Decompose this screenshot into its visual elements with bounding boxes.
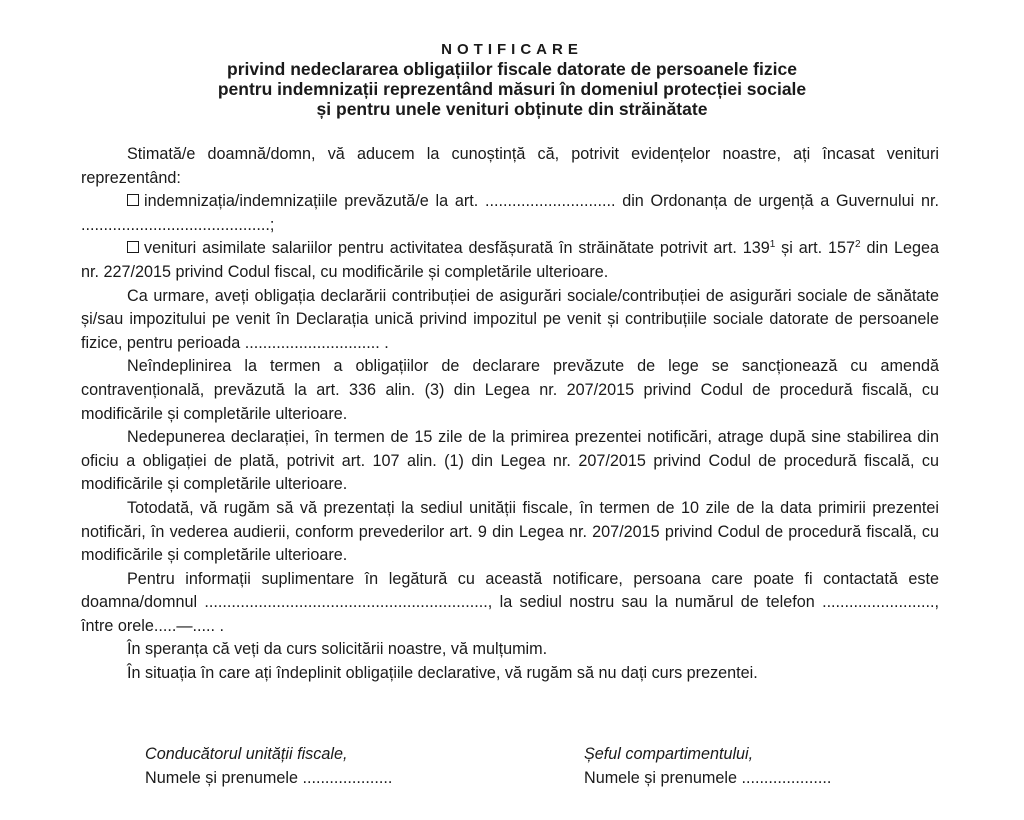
paragraph-contact: Pentru informații suplimentare în legătură cu această notificare, persoana care poate fi contactată este doamna/domnul ..............................................................., la sediul nostru sau la numărul de telefon ........................., între orele.....—..... . [81, 569, 939, 635]
subtitle-line-3: și pentru unele venituri obținute din străinătate [316, 99, 708, 119]
checkbox-foreign-income[interactable] [127, 241, 139, 253]
signature-role-left: Conducătorul unității fiscale, [145, 745, 348, 763]
signature-head-of-unit [145, 742, 392, 790]
signature-name-left: Numele și prenumele .................... [145, 769, 393, 787]
paragraph-non-filing: Nedepunerea declarației, în termen de 15 zile de la primirea prezentei notificări, atrage după sine stabilirea din oficiu a obligației de plată, potrivit art. 107 alin. (1) din Legea nr. 207/2015 privind Codul de procedură fiscală, cu modificările și completările ulterioare. [81, 428, 939, 494]
subtitle-line-1: privind nedeclararea obligațiilor fiscale datorate de persoanele fizice [227, 59, 797, 79]
intro-paragraph: Stimată/e doamnă/domn, vă aducem la cunoștință că, potrivit evidențelor noastre, ați încasat venituri reprezentând: [81, 145, 939, 187]
document-header [0, 40, 1024, 119]
superscript-1: 1 [769, 239, 776, 251]
signature-department-head [584, 742, 831, 790]
paragraph-sanction: Neîndeplinirea la termen a obligațiilor de declarare prevăzute de lege se sancționează cu amendă contravențională, prevăzută la art. 336 alin. (3) din Legea nr. 207/2015 privind Codul de procedură fiscală, cu modificările și completările ulterioare. [81, 357, 939, 423]
option-foreign-income [81, 237, 939, 284]
option-indemnity-text: indemnizația/indemnizațiile prevăzută/e la art. ............................. din Ordonanța de urgență a Guvernului nr. ..........................................; [81, 192, 939, 234]
option-indemnity [81, 190, 939, 237]
paragraph-obligation: Ca urmare, aveți obligația declarării contribuției de asigurări sociale/contribuției de asigurări sociale de sănătate și/sau impozitului pe venit în Declarația unică privind impozitul pe venit și contribuțiile sociale datorate de persoanele fizice, pentru perioada .............................. . [81, 286, 939, 352]
paragraph-hearing: Totodată, vă rugăm să vă prezentați la sediul unității fiscale, în termen de 10 zile de la data primirii prezentei notificări, în vederea audierii, conform prevederilor art. 9 din Legea nr. 207/2015 privind Codul de procedură fiscală, cu modificările și completările ulterioare. [81, 498, 939, 565]
superscript-2: 2 [855, 239, 861, 251]
checkbox-indemnity[interactable] [127, 194, 139, 206]
option-foreign-income-text-2: și art. 157 [775, 239, 856, 258]
option-foreign-income-text-3: din Legea nr. 227/2015 privind Codul fiscal, cu modificările și completările ulterioare. [81, 239, 939, 281]
subtitle-line-2: pentru indemnizații reprezentând măsuri în domeniul protecției sociale [217, 79, 807, 99]
closing-disregard: În situația în care ați îndeplinit obligațiile declarative, vă rugăm să nu dați curs prezentei. [127, 664, 758, 683]
signature-role-right: Șeful compartimentului, [584, 745, 754, 763]
option-foreign-income-text-1: venituri asimilate salariilor pentru activitatea desfășurată în străinătate potrivit art. 139 [144, 239, 770, 258]
document-body [81, 143, 939, 686]
closing-thanks: În speranța că veți da curs solicitării noastre, vă mulțumim. [127, 640, 548, 659]
document-title: NOTIFICARE [441, 41, 583, 58]
signature-name-right: Numele și prenumele .................... [584, 769, 832, 787]
